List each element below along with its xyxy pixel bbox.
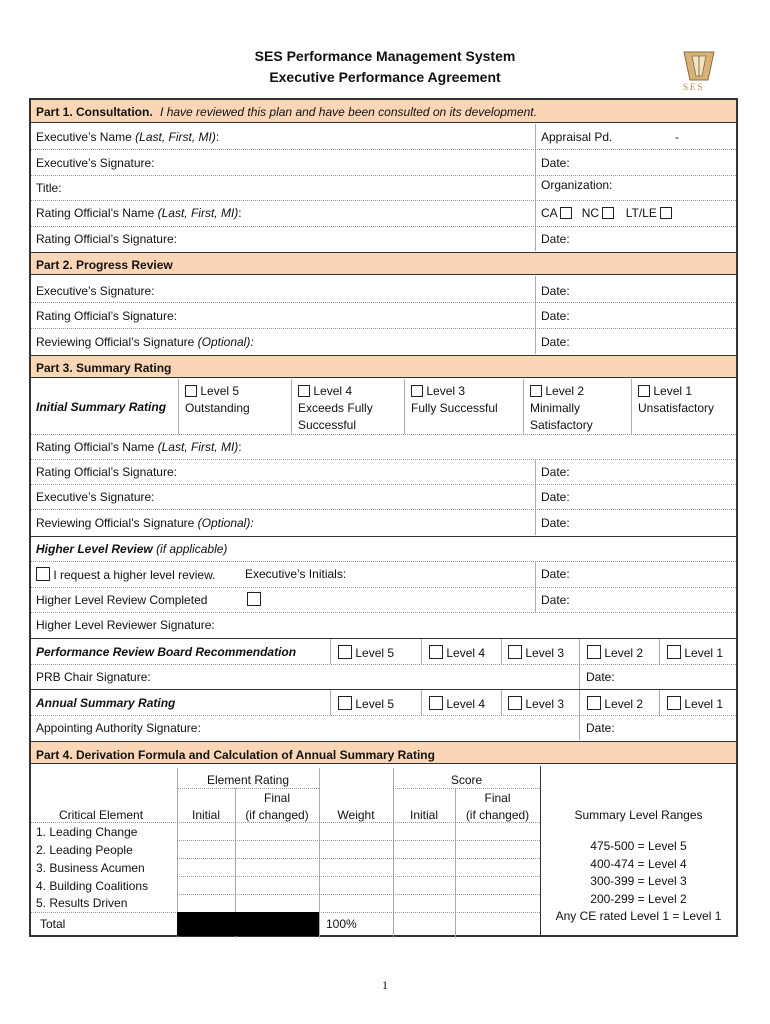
- initial-level4-checkbox[interactable]: [298, 385, 310, 397]
- p3-ro-name-field[interactable]: Rating Official’s Name (Last, First, MI):: [36, 440, 242, 454]
- page-subtitle: Executive Performance Agreement: [269, 69, 501, 85]
- title-field[interactable]: Title:: [36, 181, 62, 195]
- annual-level2-checkbox[interactable]: [587, 696, 601, 710]
- annual-level4[interactable]: Level 4: [429, 696, 485, 711]
- part1-heading: Part 1. Consultation. I have reviewed this plan and have been consulted on its development.: [36, 105, 537, 119]
- p2-ro-signature[interactable]: Rating Official’s Signature:: [36, 309, 177, 323]
- total-blocked-cell: [177, 912, 319, 936]
- range-level4: 400-474 = Level 4: [590, 856, 687, 871]
- prb-level1[interactable]: Level 1: [667, 645, 723, 660]
- prb-chair-signature[interactable]: PRB Chair Signature:: [36, 670, 151, 684]
- weight-header: Weight: [337, 808, 375, 822]
- hlr-completed-checkbox[interactable]: [247, 592, 261, 606]
- exec-signature-date[interactable]: Date:: [541, 156, 570, 170]
- range-level2: 200-299 = Level 2: [590, 891, 687, 906]
- rating-official-signature-field[interactable]: Rating Official’s Signature:: [36, 232, 177, 246]
- element-final-header: Final: [263, 791, 290, 805]
- prb-recommendation-label: Performance Review Board Recommendation: [36, 645, 297, 659]
- annual-level3-checkbox[interactable]: [508, 696, 522, 710]
- element-row-4: 4. Building Coalitions: [36, 879, 149, 893]
- p3-ro-signature[interactable]: Rating Official’s Signature:: [36, 465, 177, 479]
- initial-level3-checkbox[interactable]: [411, 385, 423, 397]
- higher-level-review-heading: Higher Level Review (if applicable): [36, 542, 228, 556]
- initial-level5-checkbox[interactable]: [185, 385, 197, 397]
- initial-level5[interactable]: Level 5 Outstanding: [185, 384, 250, 415]
- appointing-authority-date[interactable]: Date:: [586, 721, 615, 735]
- summary-ranges-title: Summary Level Ranges: [574, 808, 703, 822]
- initial-level4[interactable]: Level 4 Exceeds Fully Successful: [298, 384, 373, 432]
- hlr-signature-field[interactable]: Higher Level Reviewer Signature:: [36, 618, 215, 632]
- prb-level5-checkbox[interactable]: [338, 645, 352, 659]
- rating-official-signature-date[interactable]: Date:: [541, 232, 570, 246]
- prb-level1-checkbox[interactable]: [667, 645, 681, 659]
- prb-level2[interactable]: Level 2: [587, 645, 643, 660]
- p2-reviewing-date[interactable]: Date:: [541, 335, 570, 349]
- appointing-authority-signature[interactable]: Appointing Authority Signature:: [36, 721, 201, 735]
- ca-checkbox[interactable]: [560, 207, 572, 219]
- element-row-3: 3. Business Acumen: [36, 861, 145, 875]
- element-row-5: 5. Results Driven: [36, 896, 128, 910]
- prb-level2-checkbox[interactable]: [587, 645, 601, 659]
- p2-exec-signature[interactable]: Executive’s Signature:: [36, 284, 155, 298]
- rating-official-name-field[interactable]: Rating Official’s Name (Last, First, MI):: [36, 206, 242, 220]
- organization-field[interactable]: Organization:: [541, 178, 613, 192]
- appointment-type: CA NC LT/LE: [541, 206, 672, 220]
- p3-exec-date[interactable]: Date:: [541, 490, 570, 504]
- initial-summary-rating-label: Initial Summary Rating: [36, 400, 167, 414]
- hlr-request[interactable]: I request a higher level review.: [36, 567, 215, 582]
- element-rating-header: Element Rating: [206, 773, 290, 787]
- annual-summary-rating-label: Annual Summary Rating: [36, 696, 176, 710]
- ltle-checkbox[interactable]: [660, 207, 672, 219]
- initial-level1-checkbox[interactable]: [638, 385, 650, 397]
- element-initial-header: Initial: [191, 808, 220, 822]
- exec-name-field[interactable]: Executive’s Name (Last, First, MI):: [36, 130, 220, 144]
- score-final-header: Final: [484, 791, 511, 805]
- p2-reviewing-signature[interactable]: Reviewing Official’s Signature (Optional):: [36, 335, 254, 349]
- score-header: Score: [450, 773, 483, 787]
- range-level3: 300-399 = Level 3: [590, 874, 687, 888]
- annual-level2[interactable]: Level 2: [587, 696, 643, 711]
- initial-level2[interactable]: Level 2 Minimally Satisfactory: [530, 384, 593, 432]
- prb-level4[interactable]: Level 4: [429, 645, 485, 660]
- element-row-2: 2. Leading People: [36, 843, 133, 857]
- part4-heading: Part 4. Derivation Formula and Calculation of Annual Summary Rating: [36, 748, 435, 762]
- p3-reviewing-signature[interactable]: Reviewing Official’s Signature (Optional):: [36, 516, 254, 530]
- p3-reviewing-date[interactable]: Date:: [541, 516, 570, 530]
- page-title: SES Performance Management System: [254, 48, 516, 64]
- element-ifchanged-header: (if changed): [245, 808, 309, 822]
- prb-level5[interactable]: Level 5: [338, 645, 394, 660]
- critical-element-header: Critical Element: [59, 808, 144, 822]
- p2-exec-date[interactable]: Date:: [541, 284, 570, 298]
- hlr-request-checkbox[interactable]: [36, 567, 50, 581]
- annual-level1-checkbox[interactable]: [667, 696, 681, 710]
- part3-heading: Part 3. Summary Rating: [36, 361, 172, 375]
- total-label: Total: [40, 917, 66, 931]
- p2-ro-date[interactable]: Date:: [541, 309, 570, 323]
- annual-level3[interactable]: Level 3: [508, 696, 564, 711]
- range-level5: 475-500 = Level 5: [590, 839, 687, 853]
- total-weight: 100%: [326, 917, 357, 931]
- exec-initials-field[interactable]: Executive’s Initials:: [245, 567, 347, 581]
- annual-level4-checkbox[interactable]: [429, 696, 443, 710]
- initial-level3[interactable]: Level 3 Fully Successful: [411, 384, 498, 415]
- exec-signature-field[interactable]: Executive’s Signature:: [36, 156, 155, 170]
- logo-text: SES: [683, 82, 705, 92]
- page-number: 1: [382, 978, 388, 992]
- annual-level5-checkbox[interactable]: [338, 696, 352, 710]
- initial-level2-checkbox[interactable]: [530, 385, 542, 397]
- nc-checkbox[interactable]: [602, 207, 614, 219]
- appraisal-period-field[interactable]: Appraisal Pd. -: [541, 130, 679, 144]
- prb-level3[interactable]: Level 3: [508, 645, 564, 660]
- range-level1: Any CE rated Level 1 = Level 1: [555, 909, 722, 923]
- annual-level5[interactable]: Level 5: [338, 696, 394, 711]
- hlr-completed-date[interactable]: Date:: [541, 593, 570, 607]
- prb-level3-checkbox[interactable]: [508, 645, 522, 659]
- score-ifchanged-header: (if changed): [465, 808, 530, 822]
- score-initial-header: Initial: [409, 808, 438, 822]
- prb-chair-date[interactable]: Date:: [586, 670, 615, 684]
- annual-level1[interactable]: Level 1: [667, 696, 723, 711]
- p3-ro-date[interactable]: Date:: [541, 465, 570, 479]
- part2-heading: Part 2. Progress Review: [36, 258, 173, 272]
- hlr-completed-label: Higher Level Review Completed: [36, 593, 208, 607]
- initial-level1[interactable]: Level 1 Unsatisfactory: [638, 384, 715, 415]
- hlr-request-date[interactable]: Date:: [541, 567, 570, 581]
- summary-ranges-list: [541, 838, 736, 926]
- element-row-1: 1. Leading Change: [36, 825, 138, 839]
- p3-exec-signature[interactable]: Executive’s Signature:: [36, 490, 155, 504]
- prb-level4-checkbox[interactable]: [429, 645, 443, 659]
